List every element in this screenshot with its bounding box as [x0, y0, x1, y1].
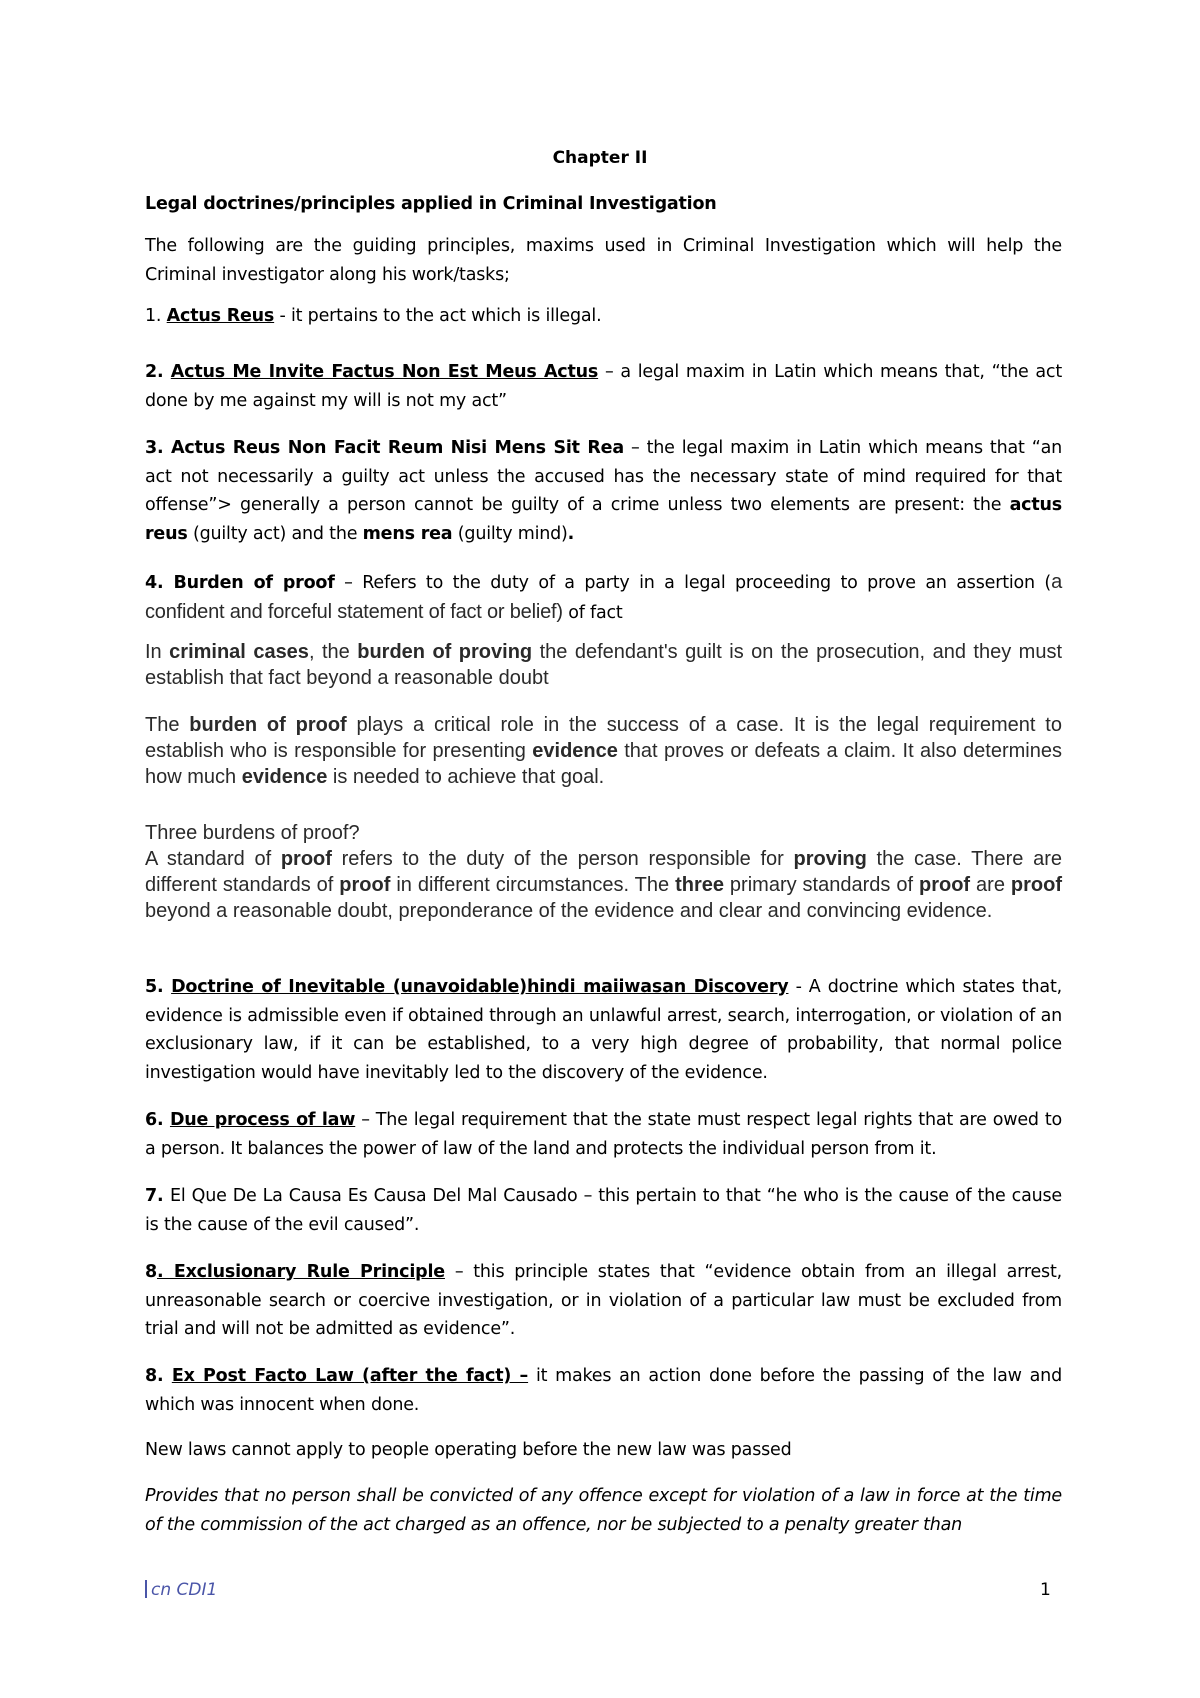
item-bold: mens rea — [362, 523, 453, 544]
item-3 — [145, 434, 1062, 548]
para-text: A standard of — [145, 848, 281, 870]
item-number: 6. — [145, 1110, 170, 1130]
para-bold: three — [675, 874, 724, 896]
question-text: Three burdens of proof? — [145, 822, 360, 844]
intro-text: The following are the guiding principles, maxims used in Criminal Investigation which will help the Criminal investigator along his work/tasks; — [145, 236, 1062, 285]
para-bold: evidence — [532, 740, 618, 762]
item-8 — [145, 1258, 1062, 1344]
item-text: – The legal requirement that the state must respect legal rights that are owed to a person. It balances the power of law of the land and protects the individual person from it. — [145, 1110, 1062, 1159]
para-text: Provides — [145, 1486, 219, 1506]
para-text: primary standards of — [723, 874, 919, 896]
para-text: beyond a reasonable doubt, preponderance of the evidence and clear and convincing evidence. — [145, 900, 993, 922]
para-text: In — [145, 641, 170, 663]
item-2 — [145, 358, 1062, 415]
para-bold: proof — [339, 874, 391, 896]
item-number: 8. — [145, 1366, 172, 1386]
item-1 — [145, 302, 1062, 331]
heading-text: Legal doctrines/principles applied in Criminal Investigation — [145, 194, 717, 214]
para-text: the case. There are different standards of — [145, 848, 1063, 896]
item-term: . Exclusionary Rule Principle — [156, 1262, 445, 1282]
item-text: - A doctrine which states that, evidence is admissible even if obtained through an unlawful arrest, search, interrogation, or violation of an exclusionary law, if it can be established, to a very high degree of probability, that normal police investigation would have inevitably led to the discovery of the evidence. — [145, 977, 1062, 1083]
burden-paragraph — [145, 712, 1062, 790]
para-bold: evidence — [241, 766, 328, 788]
para-text: , the — [308, 641, 358, 663]
item-number: 8 — [145, 1262, 157, 1282]
para-bold: proof — [918, 874, 971, 896]
item-number: 7. — [145, 1186, 171, 1206]
page-number: 1 — [1040, 1580, 1051, 1600]
item-term: Actus Me Invite Factus Non Est Meus Actus — [170, 362, 599, 382]
para-bold: proof — [1010, 874, 1062, 896]
item-term: Actus Reus Non Facit Reum Nisi Mens Sit Rea — [171, 438, 624, 458]
item-term: Burden of proof — [173, 573, 335, 593]
item-text: – a legal maxim in Latin which means that, “the act done by me against my will is not my act” — [145, 362, 1062, 411]
para-text: that proves or defeats a claim. It also determines how much — [145, 740, 1062, 788]
standards-paragraph — [145, 820, 1062, 924]
provides-paragraph — [145, 1482, 1062, 1539]
para-text: the defendant's guilt is on the prosecution, and they must establish that fact beyond a reasonable doubt — [145, 641, 1063, 689]
footer-label — [145, 1580, 217, 1600]
item-text: – this principle states that “evidence obtain from an illegal arrest, unreasonable search or coercive investigation, or in violation of a particular law must be excluded from trial and will not be admitted as evidence”. — [145, 1262, 1062, 1339]
para-bold: proving — [793, 848, 867, 870]
para-text: that no person shall be convicted of any offence except for violation of a law in force at the time of the commission of the act charged as an offence, nor be subjected to a penalty greater than — [145, 1486, 1062, 1535]
item-7 — [145, 1182, 1062, 1239]
item-number: 3. — [145, 438, 171, 458]
para-text: in different circumstances. The — [390, 874, 676, 896]
criminal-cases-paragraph — [145, 639, 1062, 691]
footer-text: cn CDI1 — [151, 1580, 218, 1600]
item-text: (guilty act) and the — [187, 523, 363, 544]
chapter-title: Chapter II — [552, 148, 648, 168]
item-4 — [145, 568, 1062, 627]
item-6 — [145, 1106, 1062, 1163]
item-number: 1. — [145, 306, 167, 326]
item-text: – Refers to the duty of a party in a legal proceeding to prove an assertion ( — [334, 573, 1052, 593]
para-text: is needed to achieve that goal. — [327, 766, 605, 788]
para-text: are — [970, 874, 1011, 896]
item-9 — [145, 1362, 1062, 1419]
intro-paragraph — [145, 232, 1062, 289]
item-text: it makes an action done before the passing of the law and which was innocent when done. — [145, 1366, 1062, 1415]
item-term: Doctrine of Inevitable (unavoidable)hindi maiiwasan Discovery — [171, 977, 789, 997]
item-text: El Que De La Causa Es Causa Del Mal Causado – this pertain to that “he who is the cause of the cause is the cause of the evil caused”. — [145, 1186, 1062, 1235]
item-number: 4. — [145, 573, 174, 593]
para-text: New laws cannot apply to people operating before the new law was passed — [145, 1440, 792, 1460]
item-end: . — [567, 523, 575, 544]
item-term: Due process of law — [169, 1110, 356, 1130]
item-bold: actus reus — [145, 495, 1062, 544]
para-text: plays a critical role in the success of a case. It is the legal requirement to establish who is responsible for presenting — [145, 714, 1062, 762]
para-bold: burden of proving — [357, 641, 533, 663]
footer-bar — [145, 1580, 147, 1598]
item-term: Actus Reus — [166, 306, 275, 326]
item-number: 2. — [145, 362, 171, 382]
para-text: refers to the duty of the person responsible for — [331, 848, 794, 870]
item-definition: a confident and forceful statement of fact or belief) — [145, 571, 1062, 623]
item-text: of fact — [562, 602, 623, 623]
item-text: – the legal maxim in Latin which means that “an act not necessarily a guilty act unless the accused has the necessary state of mind required for that offense”> generally a person cannot be guilty of a crime unless two elements are present: the — [145, 438, 1062, 515]
item-number: 5. — [145, 977, 172, 997]
item-text: - it pertains to the act which is illegal. — [274, 306, 602, 326]
para-text: The — [145, 714, 190, 736]
item-term: Ex Post Facto Law (after the fact) – — [171, 1366, 529, 1386]
para-bold: criminal cases — [169, 641, 309, 663]
para-bold: proof — [280, 848, 332, 870]
item-text: (guilty mind) — [452, 523, 568, 544]
section-heading — [145, 190, 1062, 219]
para-bold: burden of proof — [189, 714, 347, 736]
item-5 — [145, 973, 1062, 1087]
new-laws-paragraph — [145, 1436, 1062, 1465]
